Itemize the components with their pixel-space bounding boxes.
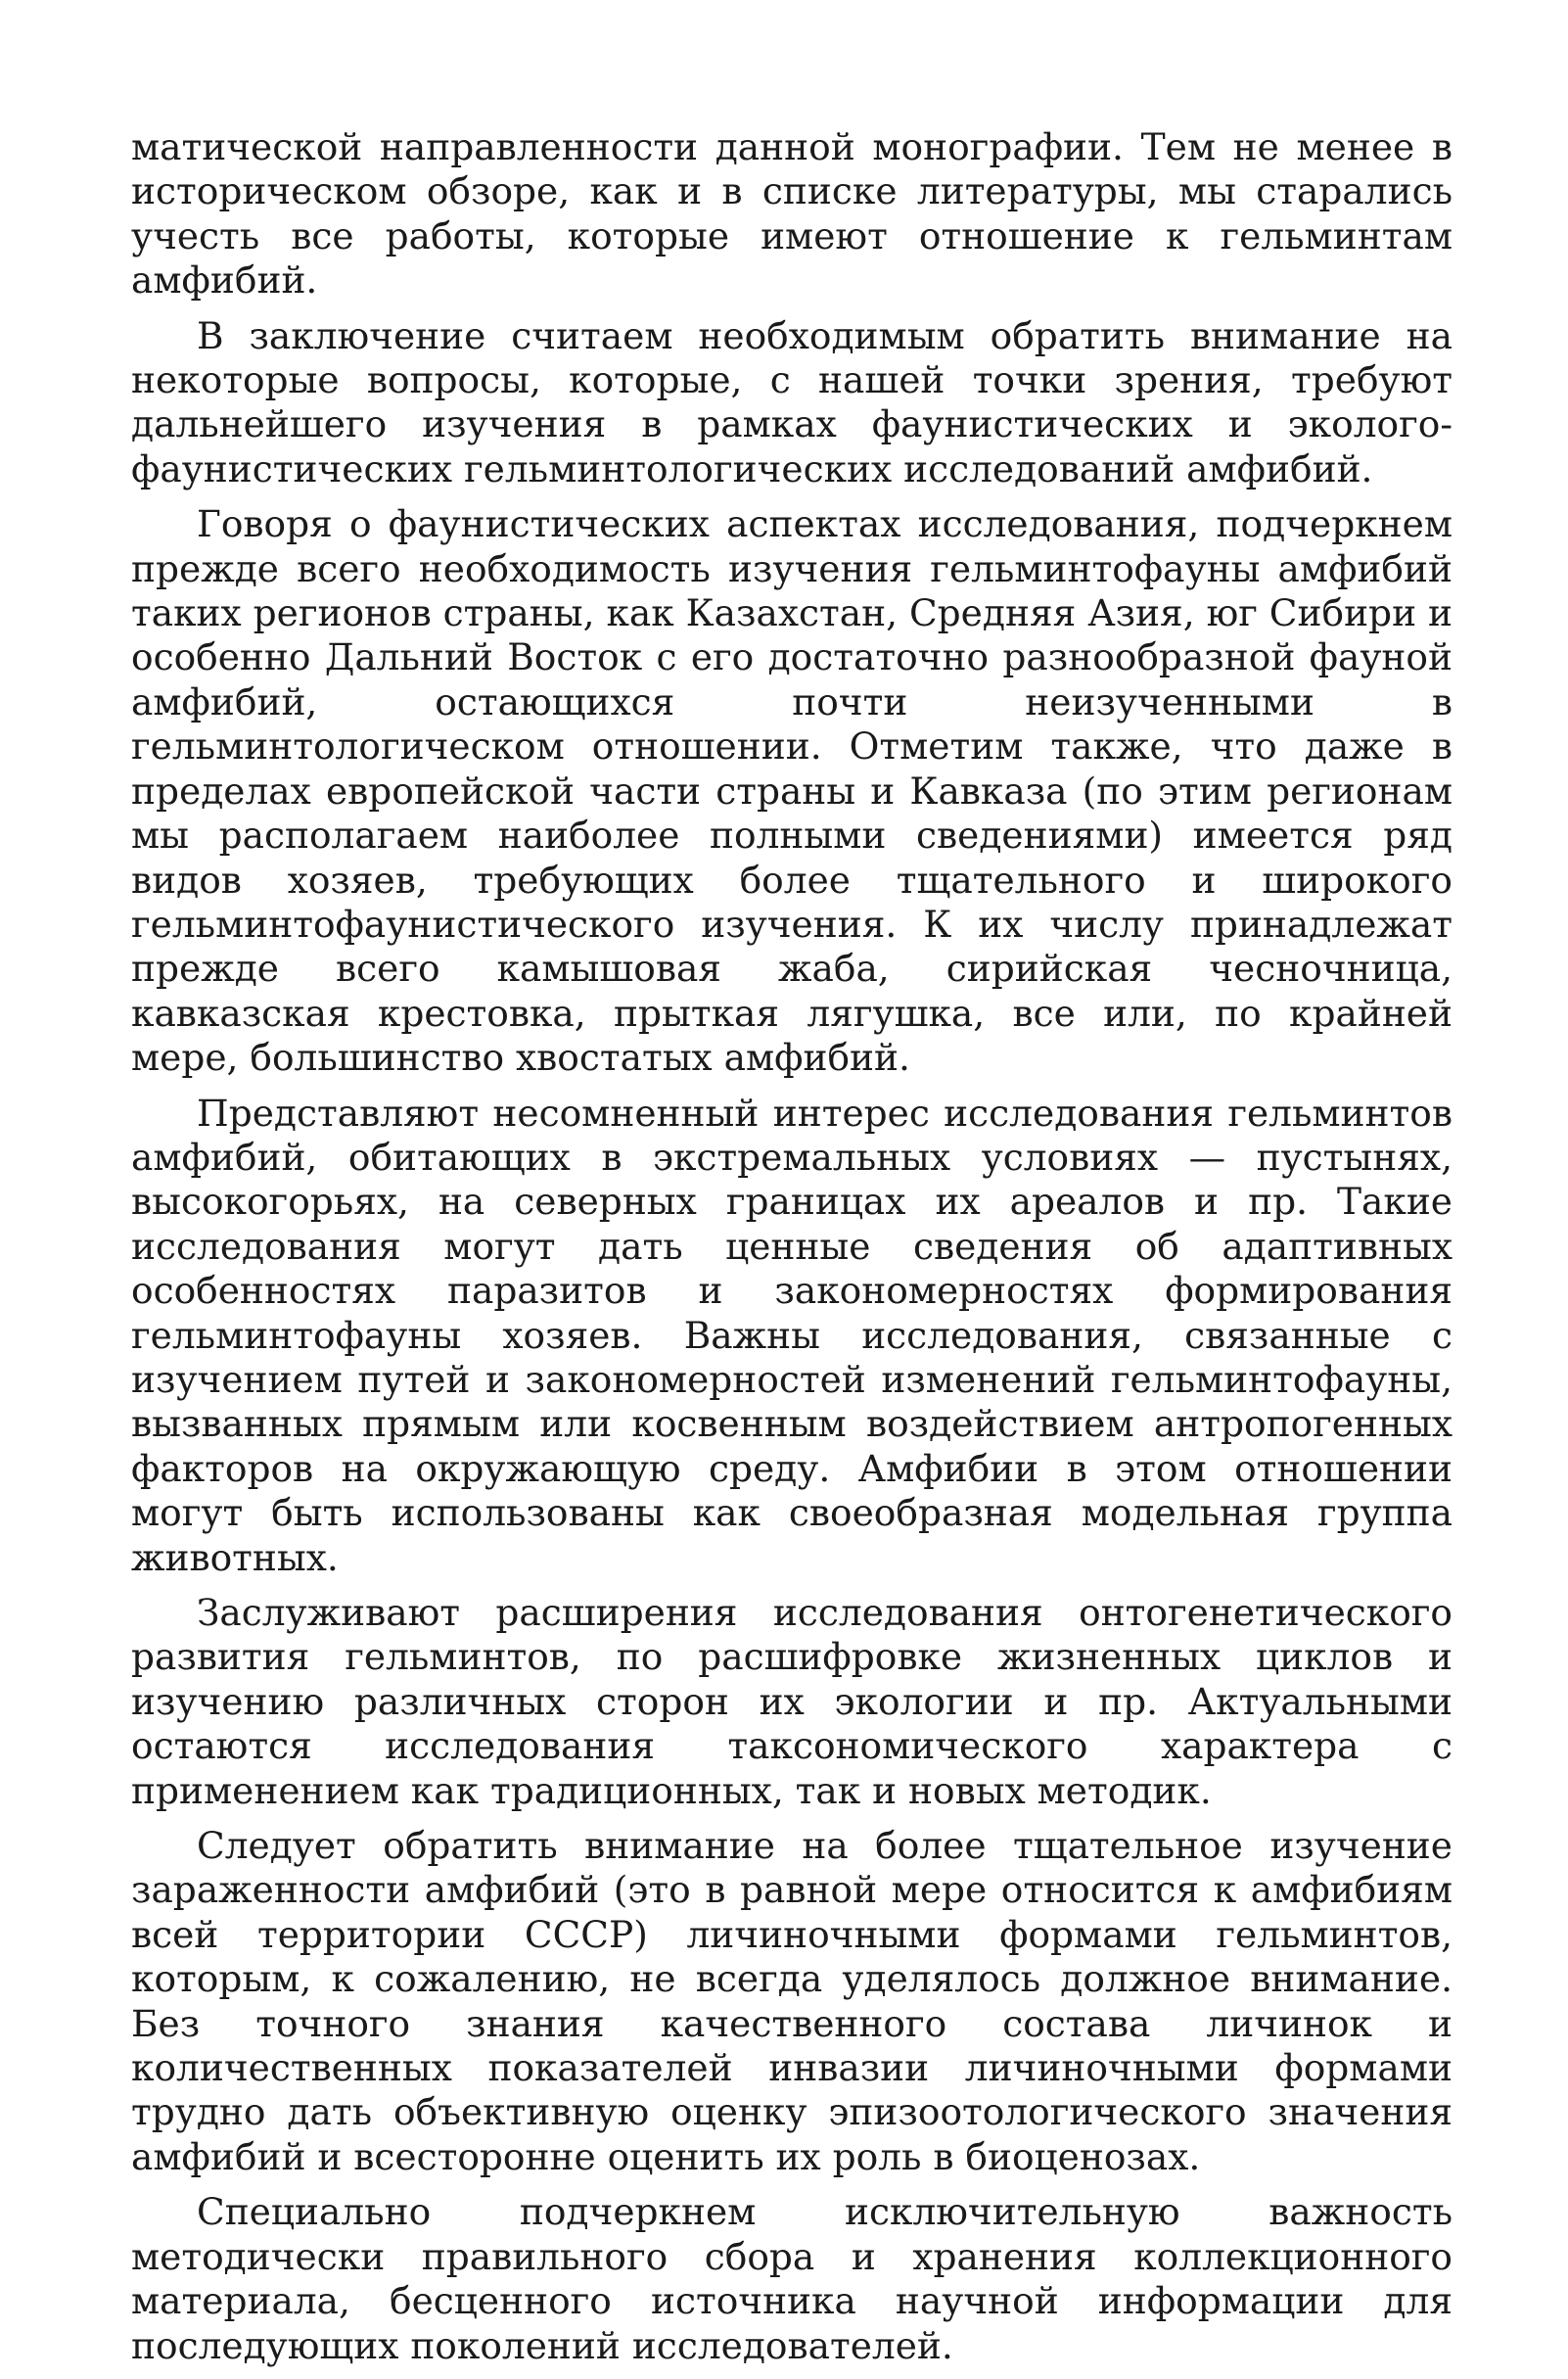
paragraph-collection-material: Специально подчеркнем исключительную важность методически правильного сбора и хранения коллекционного материала, бесценного источника научной информации для последующих поколений исследователей.: [131, 2190, 1453, 2367]
paragraph-larval-forms: Следует обратить внимание на более тщательное изучение зараженности амфибий (это в равной мере относится к амфибиям всей территории СССР) личиночными формами гельминтов, которым, к сожалению, не всегда уделялось должное внимание. Без точного знания качественного состава личинок и количественных показателей инвазии личиночными формами трудно дать объективную оценку эпизоотологического значения амфибий и всесторонне оценить их роль в биоценозах.: [131, 1824, 1453, 2178]
paragraph-faunistic-aspects: Говоря о фаунистических аспектах исследования, подчеркнем прежде всего необходимость изучения гельминтофауны амфибий таких регионов страны, как Казахстан, Средняя Азия, юг Сибири и особенно Дальний Восток с его достаточно разнообразной фауной амфибий, остающихся почти неизученными в гельминтологическом отношении. Отметим также, что даже в пределах европейской части страны и Кавказа (по этим регионам мы располагаем наиболее полными сведениями) имеется ряд видов хозяев, требующих более тщательного и широкого гельминтофаунистического изучения. К их числу принадлежат прежде всего камышовая жаба, сирийская чесночница, кавказская крестовка, прыткая лягушка, все или, по крайней мере, большинство хвостатых амфибий.: [131, 502, 1453, 1080]
paragraph-conclusion: В заключение считаем необходимым обратить внимание на некоторые вопросы, которые, с нашей точки зрения, требуют дальнейшего изучения в рамках фаунистических и эколого-фаунистических гельминтологических исследований амфибий.: [131, 313, 1453, 490]
paragraph-ontogenetic: Заслуживают расширения исследования онтогенетического развития гельминтов, по расшифровке жизненных циклов и изучению различных сторон их экологии и пр. Актуальными остаются исследования таксономического характера с применением как традиционных, так и новых методик.: [131, 1591, 1453, 1812]
paragraph-continuation: матической направленности данной монографии. Тем не менее в историческом обзоре, как и в списке литературы, мы старались учесть все работы, которые имеют отношение к гельминтам амфибий.: [131, 125, 1453, 303]
paragraph-extreme-conditions: Представляют несомненный интерес исследования гельминтов амфибий, обитающих в экстремальных условиях — пустынях, высокогорьях, на северных границах их ареалов и пр. Такие исследования могут дать ценные сведения об адаптивных особенностях паразитов и закономерностях формирования гельминтофауны хозяев. Важны исследования, связанные с изучением путей и закономерностей изменений гельминтофауны, вызванных прямым или косвенным воздействием антропогенных факторов на окружающую среду. Амфибии в этом отношении могут быть использованы как своеобразная модельная группа животных.: [131, 1091, 1453, 1579]
page-text: [131, 125, 1453, 2379]
